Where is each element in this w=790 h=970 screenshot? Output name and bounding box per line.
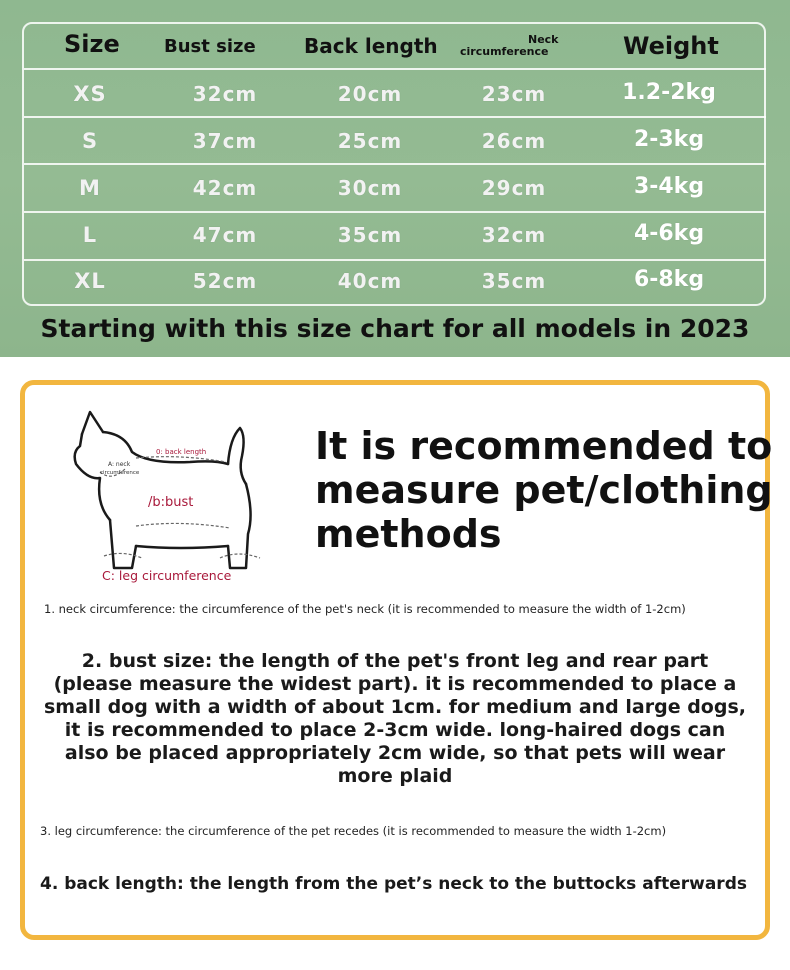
cell-neck: 26cm (481, 129, 547, 153)
neck-label-line2: circumference (100, 470, 140, 476)
header-bust: Bust size (164, 36, 256, 57)
cell-back: 40cm (337, 269, 403, 293)
cell-bust: 42cm (192, 176, 258, 200)
cell-size: XS (73, 82, 107, 106)
cell-bust: 37cm (192, 129, 258, 153)
cell-back: 30cm (337, 176, 403, 200)
cell-back: 20cm (337, 82, 403, 106)
cell-neck: 29cm (481, 176, 547, 200)
note-neck-circumference: 1. neck circumference: the circumference of the pet's neck (it is recommended to measure the width of 1-2cm) (44, 602, 686, 616)
header-neck-line1: Neck (528, 33, 559, 46)
size-chart-footnote: Starting with this size chart for all models in 2023 (40, 314, 750, 343)
cell-back: 25cm (337, 129, 403, 153)
cell-neck: 32cm (481, 223, 547, 247)
cell-weight: 1.2-2kg (622, 80, 716, 105)
header-size: Size (64, 30, 120, 58)
row-divider (24, 211, 766, 213)
cell-weight: 6-8kg (633, 267, 705, 292)
cell-bust: 32cm (192, 82, 258, 106)
cell-weight: 2-3kg (633, 127, 705, 152)
header-back-length: Back length (304, 34, 438, 58)
row-divider (24, 68, 766, 70)
cell-size: M (79, 176, 101, 200)
cell-size: XL (74, 269, 106, 293)
note-back-length: 4. back length: the length from the pet’s neck to the buttocks afterwards (40, 874, 747, 894)
row-divider (24, 259, 766, 261)
leg-circumference-label: C: leg circumference (102, 568, 232, 583)
dog-outline-icon (75, 412, 251, 568)
row-divider (24, 116, 766, 118)
cell-neck: 35cm (481, 269, 547, 293)
header-neck-line2: circumference (460, 45, 549, 58)
cell-back: 35cm (337, 223, 403, 247)
back-length-label: 0: back length (156, 448, 207, 456)
row-divider (24, 163, 766, 165)
cell-weight: 3-4kg (633, 174, 705, 199)
cell-bust: 52cm (192, 269, 258, 293)
cell-weight: 4-6kg (633, 221, 705, 246)
neck-label-line1: A: neck (108, 461, 131, 468)
note-bust-size: 2. bust size: the length of the pet's front leg and rear part (please measure the widest part). it is recommended to place a small dog with a width of about 1cm. for medium and large dogs, it is recommended to place 2-3cm wide. long-haired dogs can also be placed appropriately 2cm wide, so that pets will wear more plaid (44, 650, 746, 787)
header-weight: Weight (623, 32, 719, 60)
cell-size: S (81, 129, 99, 153)
bust-label: /b:bust (148, 495, 194, 510)
cell-bust: 47cm (192, 223, 258, 247)
cell-neck: 23cm (481, 82, 547, 106)
instructions-title: It is recommended to measure pet/clothing methods (315, 424, 773, 556)
size-chart-section (0, 0, 790, 357)
dog-measurement-diagram (70, 408, 270, 588)
cell-size: L (82, 223, 98, 247)
note-leg-circumference: 3. leg circumference: the circumference of the pet recedes (it is recommended to measure the width 1-2cm) (40, 824, 667, 838)
